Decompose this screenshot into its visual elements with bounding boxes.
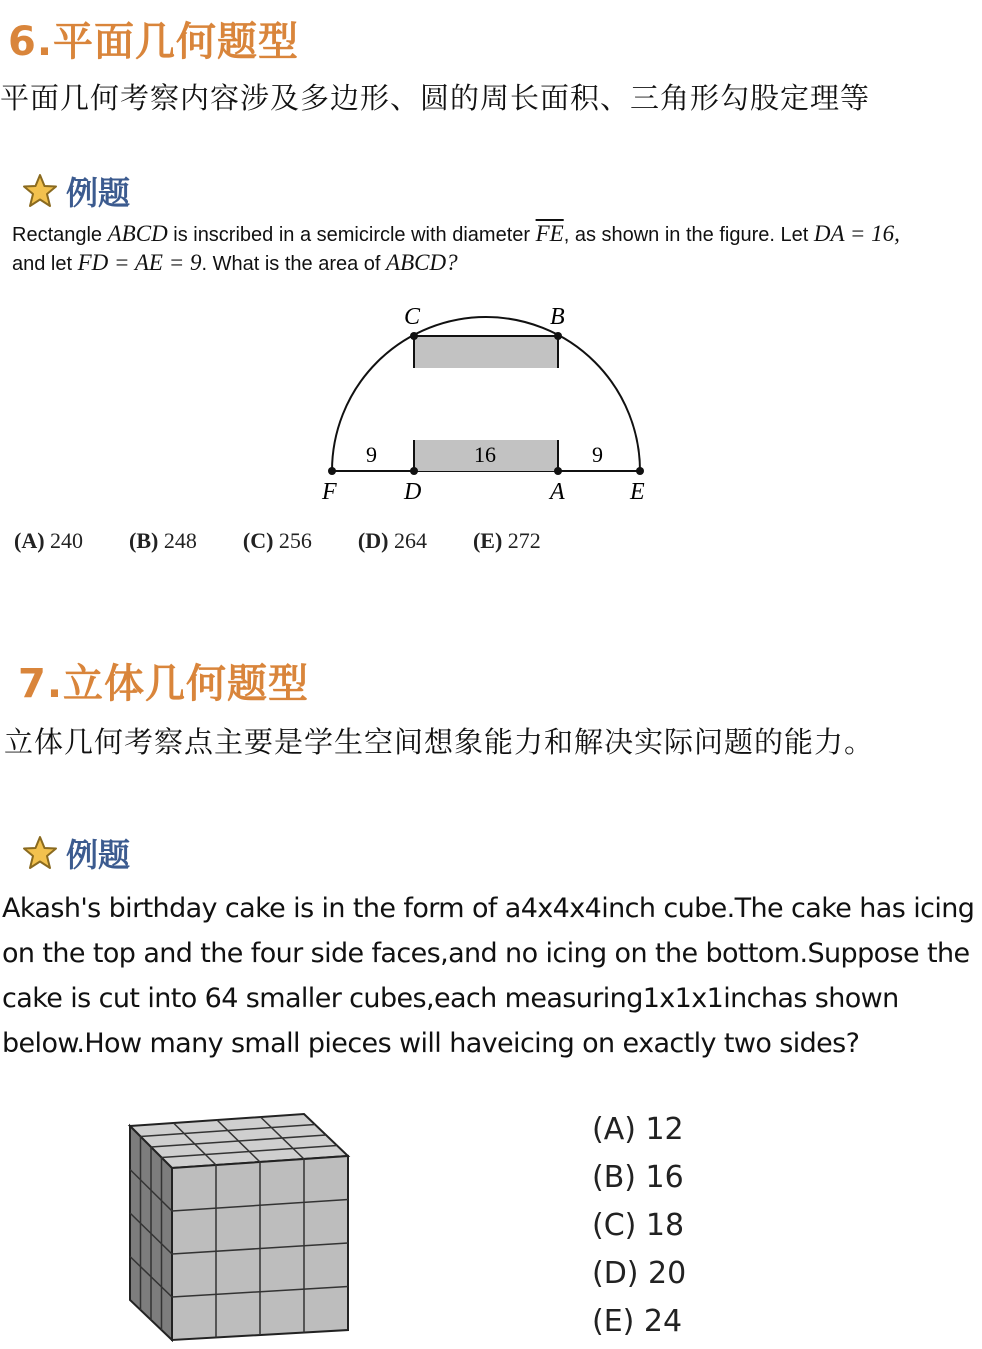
point-e — [636, 467, 644, 475]
choice-value: 248 — [163, 528, 197, 553]
star-icon — [22, 173, 58, 209]
problem-line: cake is cut into 64 smaller cubes,each measuring1x1x1inchas shown — [2, 983, 899, 1014]
rectangle-upper-band — [414, 336, 558, 368]
star-icon — [22, 835, 58, 871]
choice-value: 264 — [393, 528, 427, 553]
math-abcd-question: ABCD? — [386, 250, 458, 275]
label-b: B — [550, 304, 565, 330]
choice-a: (A) 12 — [592, 1112, 684, 1147]
choice-value: 256 — [278, 528, 312, 553]
section-7-description: 立体几何考察点主要是学生空间想象能力和解决实际问题的能力。 — [4, 725, 875, 759]
choice-c — [243, 528, 312, 554]
example-1-problem-text — [12, 220, 972, 278]
choice-d — [358, 528, 427, 554]
example-1-heading — [22, 168, 130, 214]
example-2-label: 例题 — [66, 836, 131, 874]
segment-ae-length: 9 — [592, 442, 603, 467]
choice-label: (A) — [14, 528, 45, 553]
point-f — [328, 467, 336, 475]
problem-text-part: , as shown in the figure. Let — [563, 224, 814, 246]
label-c: C — [404, 304, 421, 330]
label-a: A — [550, 479, 565, 505]
label-f: F — [322, 479, 337, 505]
math-fd-ae: FD = AE = 9 — [77, 250, 202, 275]
example-1-label: 例题 — [66, 174, 131, 212]
problem-line: on the top and the four side faces,and no icing on the bottom.Suppose the — [2, 938, 970, 969]
label-e: E — [630, 479, 645, 505]
choice-e: (E) 24 — [592, 1304, 683, 1339]
math-fe: $\overline{FE}$ — [535, 221, 564, 246]
problem-text-part: Rectangle — [12, 224, 108, 246]
example-2-heading — [22, 830, 130, 876]
section-7-title: 7.立体几何题型 — [18, 661, 310, 707]
label-d: D — [404, 479, 422, 505]
choice-value: 272 — [507, 528, 541, 553]
cube-figure — [126, 1110, 356, 1342]
choice-c: (C) 18 — [592, 1208, 685, 1243]
choice-a — [14, 528, 83, 554]
choice-b — [129, 528, 197, 554]
problem-line: Akash's birthday cake is in the form of a4x4x4inch cube.The cake has icing — [2, 893, 975, 924]
point-d — [410, 467, 418, 475]
example-2-choices — [592, 1106, 686, 1346]
point-a — [554, 467, 562, 475]
problem-text-part: is inscribed in a semicircle with diameter — [167, 224, 536, 246]
choice-d: (D) 20 — [592, 1256, 687, 1291]
choice-e — [473, 528, 541, 554]
problem-text-part: . What is the area of — [201, 253, 387, 275]
semicircle-figure — [300, 296, 680, 516]
point-b — [554, 332, 562, 340]
problem-line: below.How many small pieces will haveicing on exactly two sides? — [2, 1028, 860, 1059]
choice-label: (E) — [472, 528, 503, 553]
choice-label: (C) — [242, 528, 274, 553]
point-c — [410, 332, 418, 340]
section-6-title: 6.平面几何题型 — [8, 19, 300, 65]
segment-fd-length: 9 — [366, 442, 377, 467]
choice-label: (B) — [129, 528, 159, 553]
math-da: DA = 16, — [813, 221, 900, 246]
example-1-choices — [14, 528, 541, 554]
math-abcd: ABCD — [107, 221, 168, 246]
problem-text-part: and let — [12, 253, 78, 275]
section-6-description: 平面几何考察内容涉及多边形、圆的周长面积、三角形勾股定理等 — [0, 81, 871, 115]
example-2-problem-text — [2, 886, 982, 1066]
choice-label: (D) — [357, 528, 389, 553]
choice-b: (B) 16 — [592, 1160, 684, 1195]
choice-value: 240 — [50, 528, 84, 553]
segment-da-length: 16 — [474, 442, 496, 467]
